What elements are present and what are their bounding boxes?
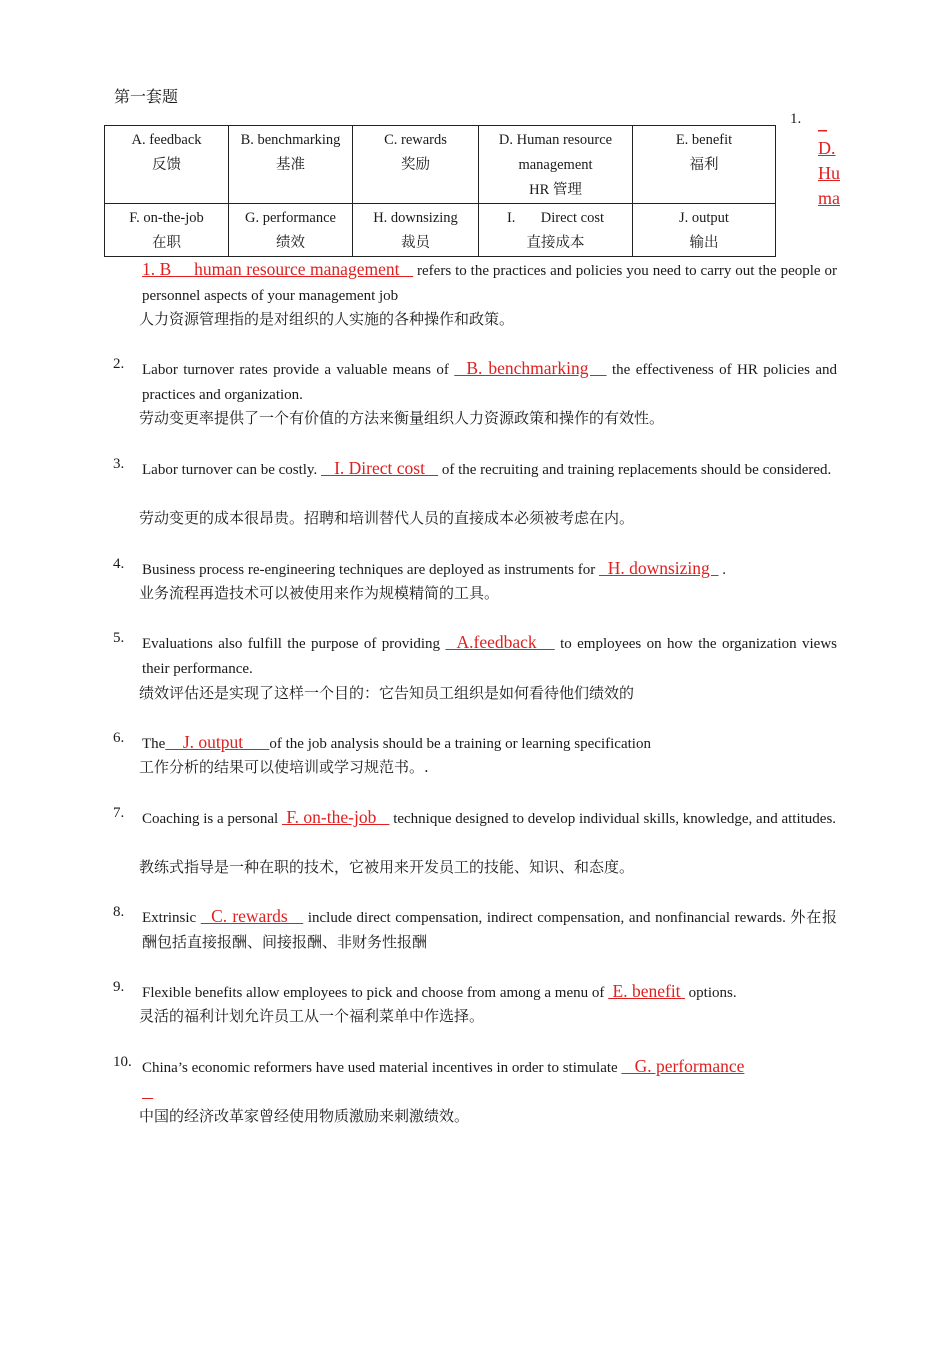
question-text	[142, 805, 842, 832]
question-text	[142, 257, 837, 308]
question-text	[142, 356, 837, 407]
side-note-number: 1.	[790, 111, 802, 127]
option-zh: 基准	[276, 157, 305, 173]
side-note	[790, 111, 840, 208]
answer-blank: J. output	[165, 732, 270, 752]
question-text	[142, 730, 837, 757]
question-translation: 中国的经济改革家曾经使用物质激励来刺激绩效。	[139, 1107, 470, 1125]
question-number: 3.	[113, 456, 125, 472]
side-note-answer: _D.Huma	[818, 113, 840, 208]
question-translation: 人力资源管理指的是对组织的人实施的各种操作和政策。	[139, 310, 515, 328]
answer-blank: F. on-the-job	[281, 807, 390, 827]
answer-blank: A.feedback	[445, 632, 555, 652]
answer-blank: H. downsizing	[598, 558, 719, 578]
question-prefix: Business process re-engineering techniques are deployed as instruments for	[142, 562, 599, 578]
option-zh: 反馈	[152, 157, 181, 173]
option-en: A. feedback	[131, 132, 202, 148]
option-g	[229, 204, 353, 257]
question-translation: 工作分析的结果可以使培训或学习规范书。.	[139, 758, 429, 776]
question-translation: 教练式指导是一种在职的技术，它被用来开发员工的技能、知识、和态度。	[139, 858, 635, 876]
options-row	[105, 204, 776, 257]
option-en: I. Direct cost	[506, 210, 605, 226]
option-zh: 直接成本	[526, 235, 585, 251]
options-row	[105, 126, 776, 204]
question-suffix: refers to the practices and policies you need to carry out the people or personnel aspects of your management job	[142, 263, 837, 304]
question-suffix: of the job analysis should be a training or learning specification	[269, 736, 651, 752]
option-f	[105, 204, 229, 257]
question-text	[142, 904, 837, 955]
option-zh: management	[518, 157, 593, 173]
question-prefix: Extrinsic	[142, 910, 201, 926]
option-en: E. benefit	[675, 132, 733, 148]
option-zh: 奖励	[401, 157, 430, 173]
question-translation: 灵活的福利计划允许员工从一个福利菜单中作选择。	[139, 1007, 485, 1025]
question-text	[142, 979, 837, 1006]
option-e	[633, 126, 776, 204]
question-text	[142, 1054, 837, 1105]
answer-blank: 1. B human resource management	[142, 259, 414, 279]
option-en: H. downsizing	[373, 210, 458, 226]
question-number: 8.	[113, 904, 125, 920]
question-number: 10.	[113, 1054, 132, 1070]
option-i	[479, 204, 633, 257]
options-table	[104, 125, 776, 257]
question-suffix: of the recruiting and training replacements should be considered.	[438, 462, 832, 478]
option-en: G. performance	[245, 210, 336, 226]
answer-blank: E. benefit	[608, 981, 685, 1001]
question-text	[142, 630, 837, 681]
question-number: 7.	[113, 805, 125, 821]
option-zh: 在职	[152, 235, 181, 251]
option-zh: 输出	[689, 235, 719, 251]
question-prefix: Evaluations also fulfill the purpose of providing	[142, 636, 446, 652]
question-translation: 劳动变更的成本很昂贵。招聘和培训替代人员的直接成本必须被考虑在内。	[139, 509, 635, 527]
option-en: D. Human resource	[498, 132, 613, 148]
question-suffix: to employees on how the organization views their performance.	[142, 636, 838, 677]
option-j	[633, 204, 776, 257]
question-suffix: technique designed to develop individual skills, knowledge, and attitudes.	[389, 811, 837, 827]
question-number: 5.	[113, 630, 125, 646]
option-b	[229, 126, 353, 204]
option-en: C. rewards	[384, 132, 447, 148]
answer-blank: C. rewards	[200, 906, 304, 926]
question-prefix: China’s economic reformers have used material incentives in order to stimulate	[142, 1060, 622, 1076]
answer-blank: I. Direct cost	[320, 458, 439, 478]
option-zh: 裁员	[401, 235, 430, 251]
question-prefix: Labor turnover rates provide a valuable means of	[142, 362, 455, 378]
question-translation: 业务流程再造技术可以被使用来作为规模精简的工具。	[139, 584, 500, 602]
question-prefix: Coaching is a personal	[142, 811, 282, 827]
option-zh: 福利	[689, 157, 719, 173]
option-en: B. benchmarking	[240, 132, 341, 148]
option-zh: 绩效	[276, 235, 305, 251]
question-suffix: .	[718, 562, 727, 578]
question-suffix: the effectiveness of HR policies and practices and organization.	[142, 362, 837, 403]
question-number: 6.	[113, 730, 125, 746]
question-suffix: include direct compensation, indirect compensation, and nonfinancial rewards. 外在报酬包括直接报酬、间接报酬、非财务性报酬	[142, 910, 838, 951]
question-prefix: The	[142, 736, 166, 752]
question-number: 2.	[113, 356, 125, 372]
question-suffix: options.	[684, 985, 737, 1001]
answer-blank: B. benchmarking	[454, 358, 607, 378]
question-number: 4.	[113, 556, 125, 572]
page-title: 第一套题	[114, 89, 179, 106]
question-translation: 绩效评估还是实现了这样一个目的：它告知员工组织是如何看待他们绩效的	[139, 684, 635, 702]
question-text	[142, 556, 837, 583]
option-en: J. output	[679, 210, 729, 226]
question-prefix: Labor turnover can be costly.	[142, 462, 321, 478]
question-number: 9.	[113, 979, 125, 995]
option-a	[105, 126, 229, 204]
option-c	[353, 126, 479, 204]
option-en: F. on-the-job	[129, 210, 204, 226]
option-d	[479, 126, 633, 204]
answer-blank: G. performance	[621, 1056, 745, 1076]
option-zh: HR 管理	[529, 182, 582, 198]
option-h	[353, 204, 479, 257]
question-translation: 劳动变更率提供了一个有价值的方法来衡量组织人力资源政策和操作的有效性。	[139, 409, 665, 427]
question-text	[142, 456, 837, 483]
question-prefix: Flexible benefits allow employees to pick and choose from among a menu of	[142, 985, 609, 1001]
answer-blank-continuation	[142, 1085, 153, 1101]
